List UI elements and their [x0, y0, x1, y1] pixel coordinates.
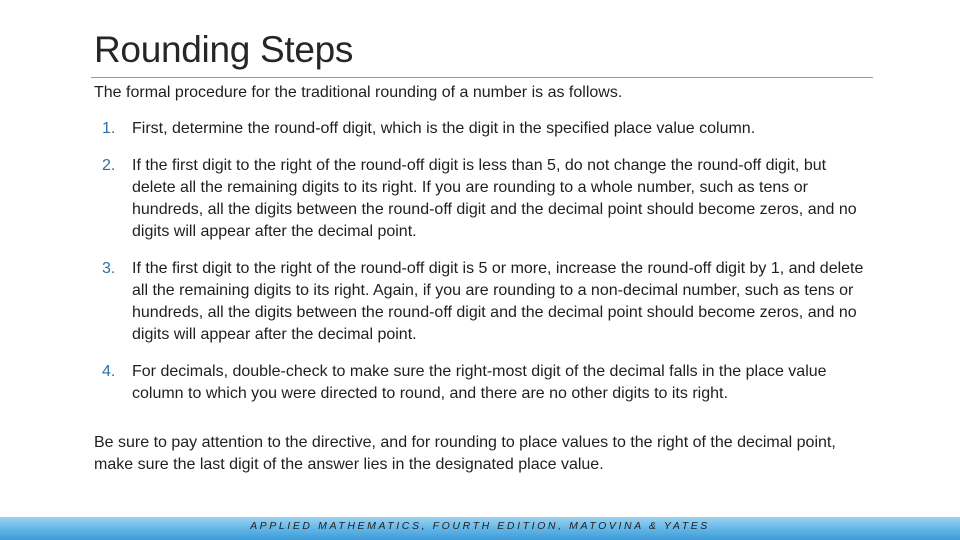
- step-item: [94, 258, 874, 346]
- title-divider: [91, 77, 873, 78]
- closing-text: Be sure to pay attention to the directive, and for rounding to place values to the right of the decimal point, make sure the last digit of the answer lies in the designated place value.: [94, 434, 836, 473]
- step-number: 1.: [102, 120, 116, 137]
- step-text: If the first digit to the right of the round-off digit is 5 or more, increase the round-off digit by 1, and delete all the remaining digits to its right. Again, if you are rounding to a non-decimal number, such as tens or hundreds, all the digits between the round-off digit and the decimal point should become zeros, and no digits will appear after the decimal point.: [132, 260, 864, 343]
- steps-list: [94, 118, 874, 420]
- step-item: [94, 361, 874, 405]
- step-item: [94, 118, 874, 140]
- intro-text: The formal procedure for the traditional rounding of a number is as follows.: [94, 84, 623, 101]
- step-text: For decimals, double-check to make sure the right-most digit of the decimal falls in the place value column to which you were directed to round, and there are no other digits to its right.: [132, 363, 827, 402]
- step-text: First, determine the round-off digit, which is the digit in the specified place value column.: [132, 120, 756, 137]
- footer-citation: APPLIED MATHEMATICS, FOURTH EDITION, MATOVINA & YATES: [250, 520, 710, 532]
- step-number: 4.: [102, 363, 116, 380]
- slide-title: Rounding Steps: [94, 29, 354, 70]
- step-text: If the first digit to the right of the round-off digit is less than 5, do not change the round-off digit, but delete all the remaining digits to its right. If you are rounding to a whole number, such as tens or hundreds, all the digits between the round-off digit and the decimal point should become zeros, and no digits will appear after the decimal point.: [132, 157, 857, 240]
- step-item: [94, 155, 874, 243]
- step-number: 3.: [102, 260, 116, 277]
- step-number: 2.: [102, 157, 116, 174]
